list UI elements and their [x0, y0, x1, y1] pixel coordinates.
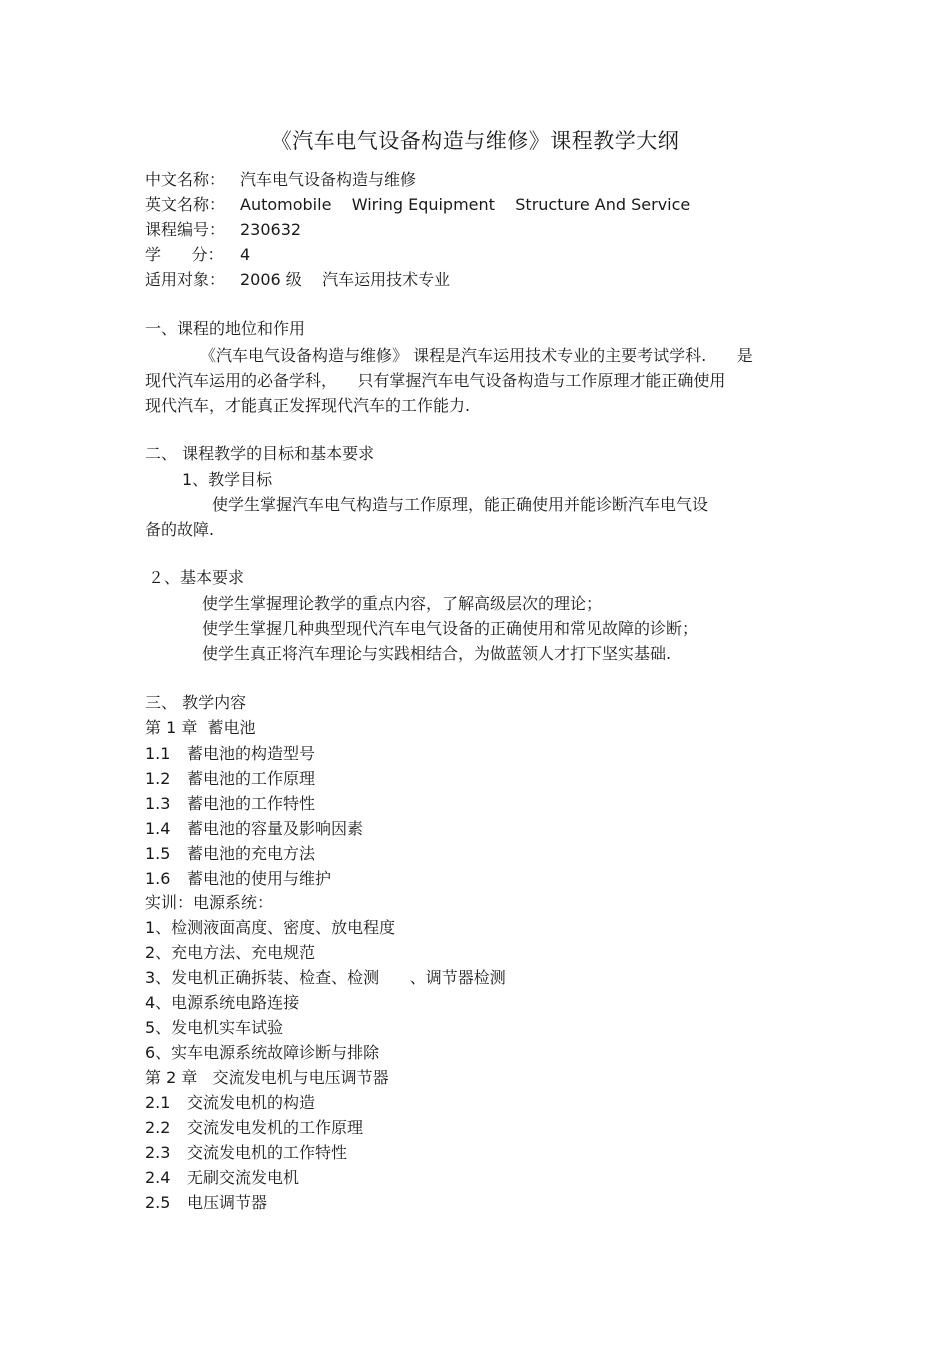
section2-sub2-heading: ２、基本要求 — [148, 568, 245, 587]
practice-item: 4、电源系统电路连接 — [145, 993, 300, 1012]
info-chinese-name: 中文名称： 汽车电气设备构造与维修 — [145, 170, 417, 189]
section2-sub1-line: 使学生掌握汽车电气构造与工作原理，能正确使用并能诊断汽车电气设 — [212, 495, 709, 514]
section1-heading: 一、课程的地位和作用 — [145, 319, 306, 338]
list-item: 2.1 交流发电机的构造 — [145, 1093, 316, 1112]
section2-sub2-line: 使学生真正将汽车理论与实践相结合，为做蓝领人才打下坚实基础. — [202, 644, 672, 663]
list-item: 1.6 蓄电池的使用与维护 — [145, 869, 332, 888]
list-item: 2.2 交流发电发机的工作原理 — [145, 1118, 364, 1137]
practice-item: 6、实车电源系统故障诊断与排除 — [145, 1043, 380, 1062]
section2-heading: 二、 课程教学的目标和基本要求 — [145, 444, 375, 463]
practice-heading: 实训：电源系统： — [145, 893, 274, 912]
chapter1-heading: 第 1 章 蓄电池 — [145, 718, 256, 737]
list-item: 2.5 电压调节器 — [145, 1193, 268, 1212]
section3-heading: 三、 教学内容 — [145, 693, 247, 712]
list-item: 1.2 蓄电池的工作原理 — [145, 769, 316, 788]
list-item: 1.3 蓄电池的工作特性 — [145, 794, 316, 813]
list-item: 2.4 无刷交流发电机 — [145, 1168, 300, 1187]
list-item: 1.1 蓄电池的构造型号 — [145, 744, 316, 763]
practice-item: 1、检测液面高度、密度、放电程度 — [145, 918, 396, 937]
list-item: 1.4 蓄电池的容量及影响因素 — [145, 819, 364, 838]
list-item: 2.3 交流发电机的工作特性 — [145, 1143, 348, 1162]
info-credits: 学 分： 4 — [145, 245, 251, 264]
info-target: 适用对象： 2006 级 汽车运用技术专业 — [145, 270, 451, 289]
section2-sub1-line: 备的故障. — [145, 520, 215, 539]
section1-paragraph-line: 现代汽车运用的必备学科， 只有掌握汽车电气设备构造与工作原理才能正确使用 — [145, 371, 726, 390]
section1-paragraph-line: 现代汽车，才能真正发挥现代汽车的工作能力. — [145, 396, 471, 415]
info-course-code: 课程编号： 230632 — [145, 220, 302, 239]
section2-sub2-line: 使学生掌握几种典型现代汽车电气设备的正确使用和常见故障的诊断； — [202, 619, 699, 638]
chapter2-heading: 第 2 章 交流发电机与电压调节器 — [145, 1068, 389, 1087]
practice-item: 5、发电机实车试验 — [145, 1018, 284, 1037]
info-english-name: 英文名称： Automobile Wiring Equipment Structure And Service — [145, 195, 691, 214]
practice-item: 2、充电方法、充电规范 — [145, 943, 316, 962]
section2-sub1-heading: 1、教学目标 — [182, 470, 273, 489]
document-title: 《汽车电气设备构造与维修》课程教学大纲 — [270, 129, 680, 153]
practice-item: 3、发电机正确拆装、检查、检测 、调节器检测 — [145, 968, 506, 987]
section1-paragraph-line: 《汽车电气设备构造与维修》 课程是汽车运用技术专业的主要考试学科. 是 — [200, 346, 753, 365]
list-item: 1.5 蓄电池的充电方法 — [145, 844, 316, 863]
section2-sub2-line: 使学生掌握理论教学的重点内容，了解高级层次的理论； — [202, 594, 603, 613]
